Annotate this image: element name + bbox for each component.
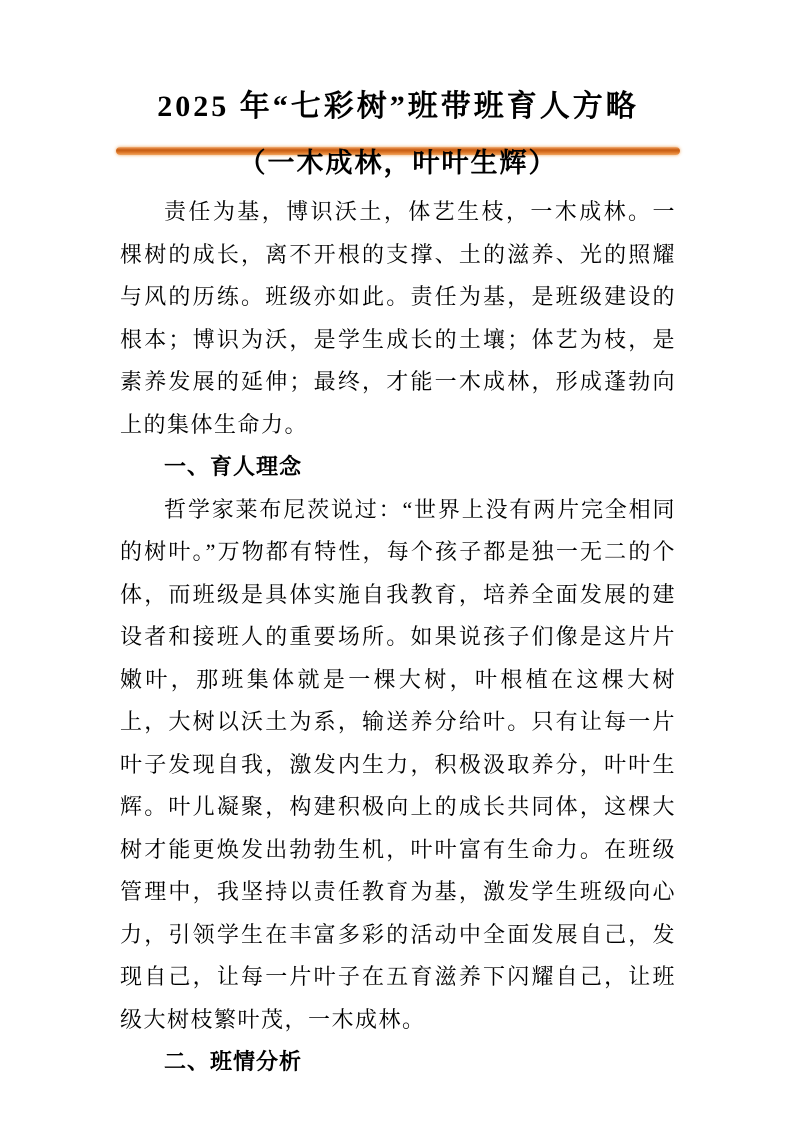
- section-heading-banqing-fenxi: 二、班情分析: [164, 1049, 303, 1074]
- paragraph-yuren-linian: 哲学家莱布尼茨说过：“世界上没有两片完全相同的树叶。”万物都有特性，每个孩子都是独一无二的个体，而班级是具体实施自我教育，培养全面发展的建设者和接班人的重要场所。如果说孩子们像是这片片嫩叶，那班集体就是一棵大树，叶根植在这棵大树上，大树以沃土为系，输送养分给叶。只有让每一片叶子发现自我，激发内生力，积极汲取养分，叶叶生辉。叶儿凝聚，构建积极向上的成长共同体，这棵大树才能更焕发出勃勃生机，叶叶富有生命力。在班级管理中，我坚持以责任教育为基，激发学生班级向心力，引领学生在丰富多彩的活动中全面发展自己，发现自己，让每一片叶子在五育滋养下闪耀自己，让班级大树枝繁叶茂，一木成林。: [120, 496, 676, 1032]
- section-heading-yuren-linian: 一、育人理念: [164, 454, 303, 479]
- document-subtitle: （一木成林，叶叶生辉）: [238, 148, 558, 178]
- document-content: [120, 84, 676, 1084]
- document-title: 2025 年“七彩树”班带班育人方略: [157, 90, 639, 123]
- subtitle-block: [120, 143, 676, 191]
- paragraph-intro: 责任为基，博识沃土，体艺生枝，一木成林。一棵树的成长，离不开根的支撑、土的滋养、光的照耀与风的历练。班级亦如此。责任为基，是班级建设的根本；博识为沃，是学生成长的土壤；体艺为枝，是素养发展的延伸；最终，才能一木成林，形成蓬勃向上的集体生命力。: [120, 199, 676, 437]
